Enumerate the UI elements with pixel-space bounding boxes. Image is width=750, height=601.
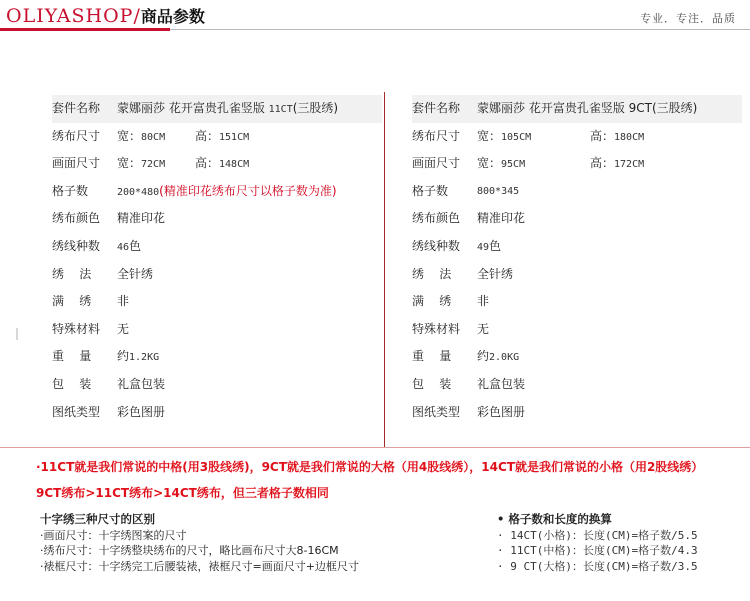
spec-row-pattern-type [412, 399, 742, 427]
spec-label: 画面尺寸 [412, 156, 461, 171]
spec-label: 套件名称 [52, 101, 101, 115]
spec-label: 绣布尺寸 [52, 128, 101, 143]
page-header [0, 0, 750, 32]
spec-row-cloth-color [52, 205, 382, 233]
spec-row-special-material [412, 316, 742, 344]
spec-value: 约1.2KG [117, 349, 160, 364]
spec-value: 约2.0KG [477, 349, 520, 364]
spec-value: 非 [117, 294, 130, 309]
spec-row-image-size [52, 150, 382, 178]
spec-label: 特殊材料 [52, 321, 101, 336]
spec-height: 高：180CM [590, 128, 645, 143]
spec-value: 礼盒包装 [477, 376, 526, 391]
spec-height: 高：172CM [590, 156, 645, 171]
spec-value: 49色 [477, 238, 502, 253]
spec-value: 46色 [117, 238, 142, 253]
spec-row-stitch-method [412, 261, 742, 289]
ct-comparison-note: 9CT绣布>11CT绣布>14CT绣布，但三者格子数相同 [36, 486, 329, 500]
spec-table-right [412, 95, 742, 426]
spec-label: 格子数 [52, 183, 89, 198]
spec-row-cloth-size [412, 123, 742, 151]
spec-label: 绣布颜色 [412, 211, 461, 226]
spec-label: 绣布尺寸 [412, 128, 461, 143]
spec-row-grid-count [412, 178, 742, 206]
spec-row-full-stitch [412, 288, 742, 316]
size-difference-block [40, 512, 359, 574]
spec-value: 非 [477, 294, 490, 309]
size-difference-item: ·画面尺寸：十字绣图案的尺寸 [40, 528, 187, 542]
conversion-title: • 格子数和长度的换算 [497, 512, 612, 526]
spec-label: 绣 法 [412, 266, 452, 281]
ct-explanation-note: ·11CT就是我们常说的中格(用3股线绣)，9CT就是我们常说的大格（用4股线绣），14CT就是我们常说的小格（用2股线绣） [36, 460, 704, 474]
spec-row-kit-name [52, 95, 382, 123]
spec-label: 绣线种数 [412, 238, 461, 253]
spec-value: 全针绣 [477, 266, 514, 281]
spec-row-kit-name [412, 95, 742, 123]
conversion-item: · 14CT(小格)：长度(CM)=格子数/5.5 [497, 528, 698, 542]
spec-value: 无 [117, 321, 130, 336]
spec-width: 宽：72CM [117, 156, 166, 171]
spec-width: 宽：80CM [117, 128, 166, 143]
spec-label: 格子数 [412, 183, 449, 198]
spec-row-special-material [52, 316, 382, 344]
spec-value: 彩色图册 [477, 404, 526, 419]
spec-row-cloth-color [412, 205, 742, 233]
spec-value: 蒙娜丽莎 花开富贵孔雀竖版 11CT(三股绣) [117, 101, 339, 115]
spec-value: 200*480(精准印花绣布尺寸以格子数为准) [117, 183, 337, 198]
spec-table-left [52, 95, 382, 426]
spec-value: 无 [477, 321, 490, 336]
spec-row-weight [52, 343, 382, 371]
conversion-item: · 11CT(中格)：长度(CM)=格子数/4.3 [497, 544, 698, 557]
spec-width: 宽：95CM [477, 156, 526, 171]
spec-value: 蒙娜丽莎 花开富贵孔雀竖版 9CT(三股绣) [477, 101, 698, 115]
spec-label: 包 装 [52, 376, 92, 391]
spec-label: 图纸类型 [412, 404, 461, 419]
spec-row-packaging [412, 371, 742, 399]
spec-label: 满 绣 [52, 294, 92, 309]
spec-row-thread-count [52, 233, 382, 261]
spec-label: 图纸类型 [52, 404, 101, 419]
spec-value: 800*345 [477, 185, 520, 197]
spec-row-pattern-type [52, 399, 382, 427]
size-difference-item: ·裱框尺寸：十字绣完工后腰装裱，裱框尺寸=画面尺寸+边框尺寸 [40, 559, 359, 573]
spec-row-grid-count [52, 178, 382, 206]
spec-value: 精准印花 [477, 211, 526, 226]
spec-label: 包 装 [412, 376, 452, 391]
spec-label: 画面尺寸 [52, 156, 101, 171]
spec-label: 绣 法 [52, 266, 92, 281]
spec-row-image-size [412, 150, 742, 178]
spec-height: 高：151CM [195, 128, 250, 143]
tagline: 专业．专注．品质 [640, 12, 736, 25]
spec-value: 全针绣 [117, 266, 154, 281]
header-accent-bar [0, 28, 170, 31]
brand-slash: / [133, 5, 141, 27]
spec-value: 礼盒包装 [117, 376, 166, 391]
spec-row-stitch-method [52, 261, 382, 289]
spec-label: 绣布颜色 [52, 211, 101, 226]
spec-label: 套件名称 [412, 101, 461, 115]
spec-row-packaging [52, 371, 382, 399]
spec-width: 宽：105CM [477, 128, 532, 143]
spec-row-weight [412, 343, 742, 371]
brand-logo-text: OLIYASHOP [6, 5, 134, 27]
section-title: 商品参数 [140, 7, 205, 26]
spec-label: 特殊材料 [412, 321, 461, 336]
spec-row-cloth-size [52, 123, 382, 151]
conversion-item: · 9 CT(大格)：长度(CM)=格子数/3.5 [497, 559, 698, 573]
spec-row-full-stitch [52, 288, 382, 316]
conversion-block [497, 512, 698, 574]
size-difference-item: ·绣布尺寸：十字绣整块绣布的尺寸，略比画布尺寸大8-16CM [40, 544, 339, 557]
section-divider [0, 447, 750, 448]
edge-mark [16, 328, 18, 340]
spec-label: 重 量 [52, 349, 92, 364]
spec-label: 绣线种数 [52, 238, 101, 253]
column-divider [384, 92, 385, 447]
spec-row-thread-count [412, 233, 742, 261]
spec-value: 彩色图册 [117, 404, 166, 419]
spec-label: 满 绣 [412, 294, 452, 309]
spec-label: 重 量 [412, 349, 452, 364]
brand-title [6, 4, 205, 27]
spec-value: 精准印花 [117, 211, 166, 226]
size-difference-title: 十字绣三种尺寸的区别 [40, 512, 155, 526]
spec-height: 高：148CM [195, 156, 250, 171]
